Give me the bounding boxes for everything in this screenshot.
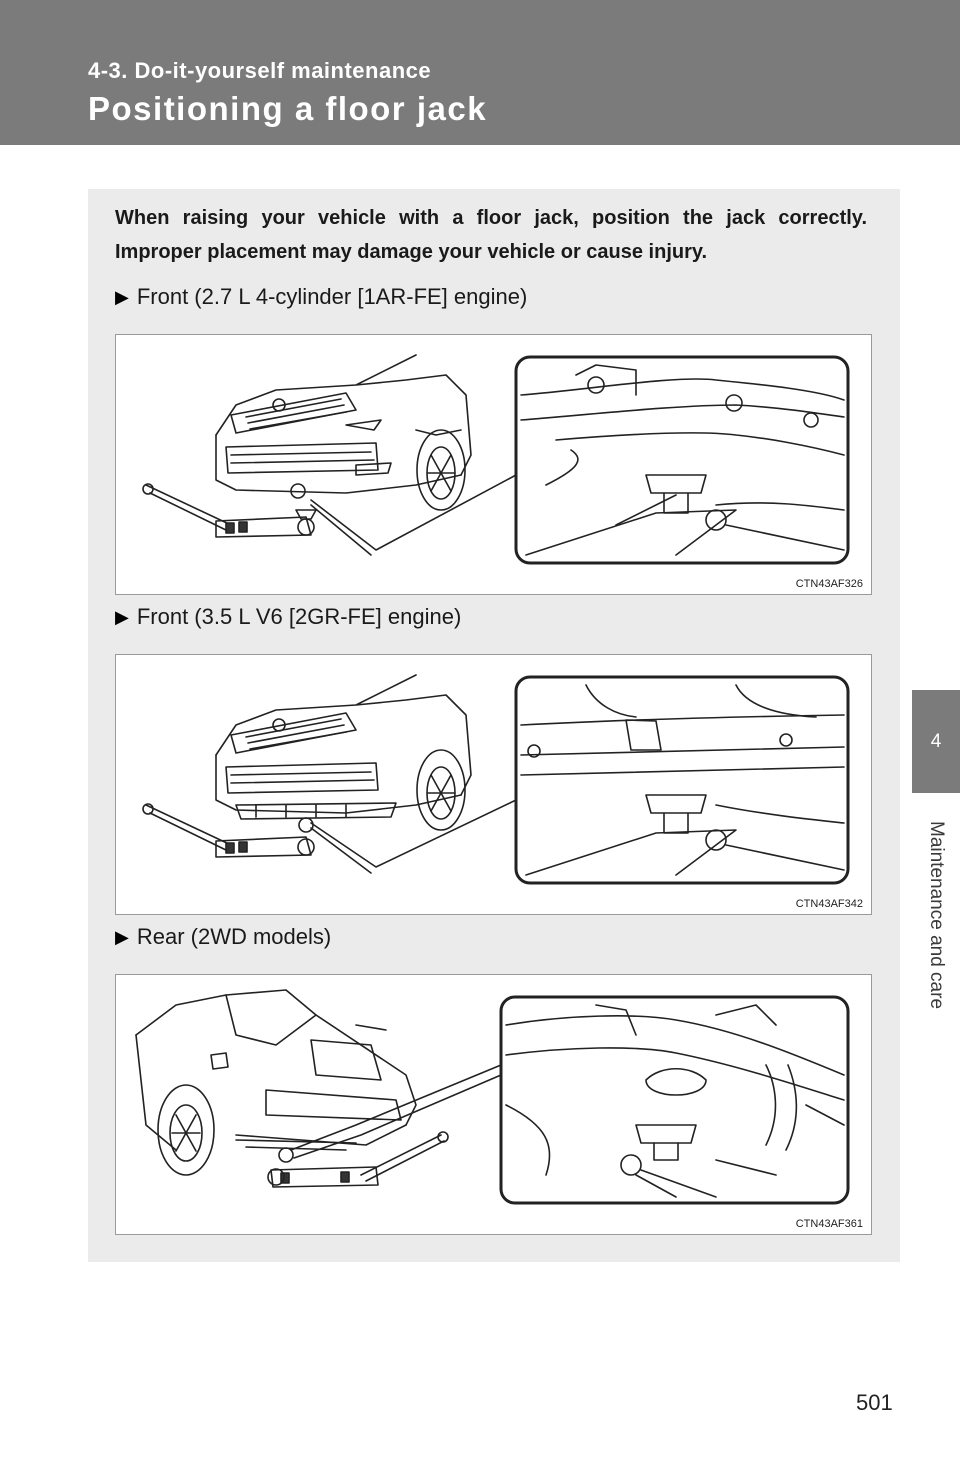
intro-text: When raising your vehicle with a floor jack, position the jack correctly. Improper placement may damage your vehicle or cause injury. xyxy=(115,207,867,263)
front-jack-illustration xyxy=(116,335,873,596)
item-label: Front (3.5 L V6 [2GR-FE] engine) xyxy=(136,604,462,629)
page-number: 501 xyxy=(856,1390,893,1415)
figure-rear-2wd xyxy=(115,974,872,1235)
figure-code: CTN43AF326 xyxy=(795,578,863,590)
item-heading-rear-2wd xyxy=(115,924,331,950)
item-heading-front-4cyl xyxy=(115,284,527,310)
chapter-number: 4 xyxy=(930,730,942,752)
item-heading-front-v6 xyxy=(115,604,461,630)
figure-code: CTN43AF361 xyxy=(795,1218,863,1230)
figure-front-4cyl xyxy=(115,334,872,595)
chapter-label: Maintenance and care xyxy=(926,820,947,1010)
item-label: Rear (2WD models) xyxy=(136,924,332,949)
front-jack-illustration xyxy=(116,655,873,916)
figure-front-v6 xyxy=(115,654,872,915)
figure-code: CTN43AF342 xyxy=(795,898,863,910)
item-label: Front (2.7 L 4-cylinder [1AR-FE] engine) xyxy=(136,284,528,309)
page-header xyxy=(0,0,960,145)
triangle-bullet-icon: ▶ xyxy=(115,606,129,627)
section-label: 4-3. Do-it-yourself maintenance xyxy=(88,58,432,83)
triangle-bullet-icon: ▶ xyxy=(115,286,129,307)
chapter-tab xyxy=(912,690,960,793)
rear-jack-illustration xyxy=(116,975,873,1236)
triangle-bullet-icon: ▶ xyxy=(115,926,129,947)
page-title: Positioning a floor jack xyxy=(88,90,488,127)
